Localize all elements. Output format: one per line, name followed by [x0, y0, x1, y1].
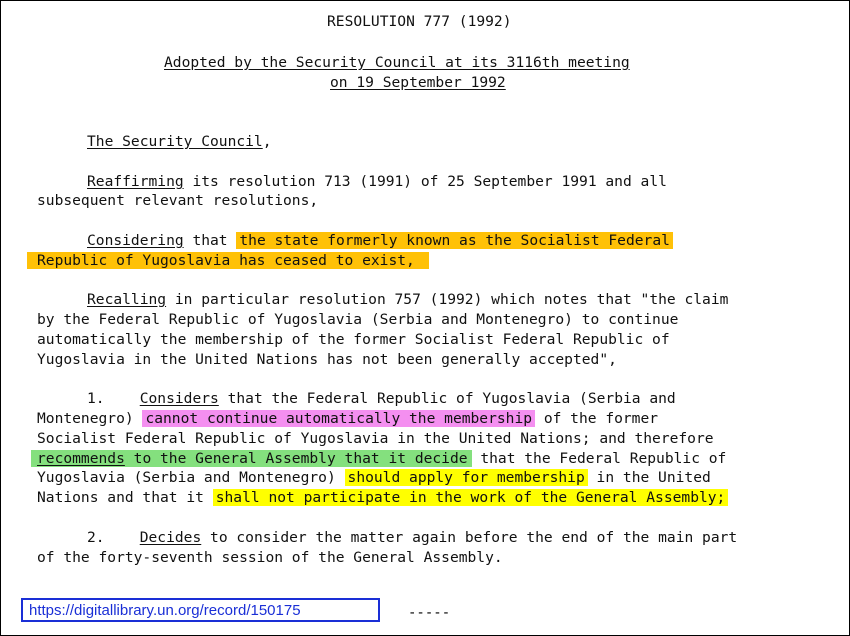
- recalling-line-3: automatically the membership of the former Socialist Federal Republic of: [37, 331, 670, 348]
- para2-text: to consider the matter again before the end of the main part: [201, 529, 738, 546]
- decides-keyword: Decides: [139, 529, 202, 546]
- highlight-yellow: should apply for membership: [345, 469, 588, 486]
- highlight-green: recommends to the General Assembly that it decide: [31, 450, 472, 467]
- para1-number: 1.: [87, 390, 105, 407]
- para1-line-6: Nations and that it shall not participate in the work of the General Assembly;: [37, 488, 728, 508]
- para1-text: that the Federal Republic of Yugoslavia (Serbia and: [218, 390, 676, 407]
- considering-keyword: Considering: [87, 232, 184, 249]
- considering-text: that: [183, 232, 237, 249]
- reaffirming-line-1: [87, 172, 667, 192]
- adopted-line-2: on 19 September 1992: [330, 74, 506, 91]
- recalling-line-1: [87, 290, 728, 310]
- recalling-text: in particular resolution 757 (1992) which notes that "the claim: [166, 291, 729, 308]
- opening-line: [87, 132, 272, 152]
- opening-text: The Security Council: [87, 133, 263, 150]
- considering-line-2: [27, 251, 429, 271]
- reaffirming-line-2: subsequent relevant resolutions,: [37, 192, 319, 209]
- para2-line-1: [87, 528, 737, 548]
- recommends-keyword: recommends: [37, 450, 125, 467]
- para1-line-4: recommends to the General Assembly that it decide that the Federal Republic of: [31, 449, 726, 469]
- para1-line-5: Yugoslavia (Serbia and Montenegro) should apply for membership in the United: [37, 469, 711, 486]
- recalling-keyword: Recalling: [87, 291, 167, 308]
- para1-line-3: Socialist Federal Republic of Yugoslavia in the United Nations; and therefore: [37, 430, 714, 447]
- reaffirming-text: its resolution 713 (1991) of 25 September 1991 and all: [183, 173, 667, 190]
- adopted-line-1: Adopted by the Security Council at its 3116th meeting: [164, 54, 630, 71]
- recalling-line-2: by the Federal Republic of Yugoslavia (Serbia and Montenegro) to continue: [37, 311, 679, 328]
- reaffirming-keyword: Reaffirming: [87, 173, 184, 190]
- highlight-orange: Republic of Yugoslavia has ceased to exist,: [27, 252, 429, 269]
- considers-keyword: Considers: [139, 390, 219, 407]
- para1-line-2: Montenegro) cannot continue automatically the membership of the former: [37, 410, 659, 427]
- resolution-title: RESOLUTION 777 (1992): [327, 13, 512, 30]
- highlight-orange: the state formerly known as the Socialist Federal: [236, 232, 673, 249]
- source-link[interactable]: https://digitallibrary.un.org/record/150175: [21, 598, 380, 622]
- highlight-pink: cannot continue automatically the membership: [142, 410, 535, 427]
- recalling-line-4: Yugoslavia in the United Nations has not been generally accepted",: [37, 351, 617, 368]
- considering-line-1: [87, 231, 673, 251]
- opening-punct: ,: [262, 133, 272, 150]
- para2-line-2: of the forty-seventh session of the General Assembly.: [37, 549, 503, 566]
- para2-number: 2.: [87, 529, 105, 546]
- para1-line-1: [87, 389, 676, 409]
- end-mark: -----: [408, 605, 451, 621]
- highlight-yellow: shall not participate in the work of the General Assembly;: [213, 489, 729, 506]
